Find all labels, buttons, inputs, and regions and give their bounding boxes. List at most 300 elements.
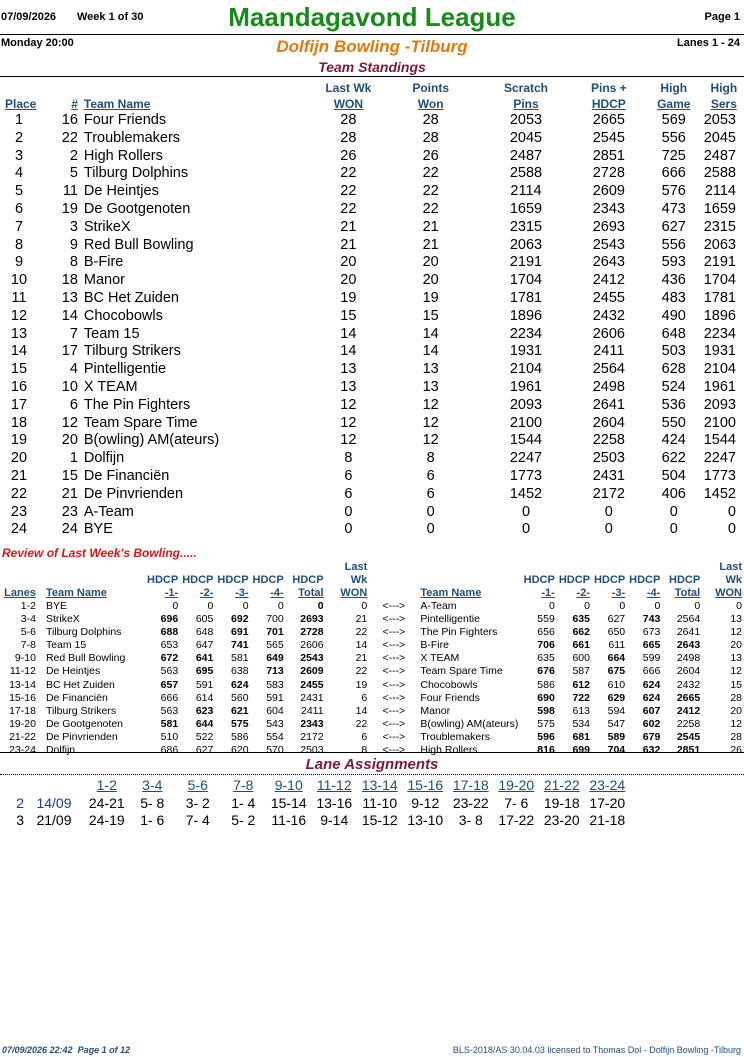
col-scratch-line1: Scratch <box>503 81 548 95</box>
col-hs-line1: High <box>710 81 738 95</box>
rv-hdcp-label: HDCP <box>523 574 555 586</box>
rv-score-cell: 688 <box>160 626 179 639</box>
standings-row <box>0 486 744 504</box>
lane-cell: 15-12 <box>361 812 398 828</box>
team-name-cell: BYE <box>83 521 113 538</box>
rv-score-cell: 563 <box>160 665 179 678</box>
high-series-cell: 1659 <box>703 200 736 217</box>
number-cell: 9 <box>69 236 78 253</box>
lane-cell: 5- 8 <box>140 795 165 811</box>
standings-header-row <box>0 80 744 112</box>
pins-hdcp-cell: 2411 <box>593 343 625 360</box>
rv-score-cell: 589 <box>607 730 626 743</box>
rv-won-cell: 0 <box>361 600 368 612</box>
rv-score-cell: 543 <box>266 717 284 730</box>
rv-score-cell: 586 <box>231 730 249 743</box>
rv-score-cell: 2665 <box>676 691 701 704</box>
standings-rule <box>0 76 744 77</box>
rv-score-cell: 581 <box>160 717 179 730</box>
rv-score-cell: 686 <box>160 744 179 757</box>
rv-score-cell: 679 <box>642 730 661 743</box>
scratch-pins-cell: 2114 <box>510 183 542 200</box>
rv-lastwk-label: Last Wk <box>344 561 368 586</box>
high-game-cell: 473 <box>661 200 686 217</box>
lane-cell: 17-20 <box>589 795 626 811</box>
standings-row <box>0 468 744 486</box>
high-series-cell: 0 <box>727 521 736 538</box>
lanes-range: Lanes 1 - 24 <box>677 37 740 49</box>
rv-won-label: WON <box>340 587 368 599</box>
place-cell: 9 <box>14 254 24 271</box>
points-won-cell: 12 <box>422 432 439 449</box>
rv-hdcp-label: HDCP <box>182 574 214 586</box>
high-series-cell: 2315 <box>703 218 736 235</box>
pins-hdcp-cell: 2851 <box>592 147 625 164</box>
scratch-pins-cell: 2100 <box>509 414 543 431</box>
lastwk-won-cell: 8 <box>344 450 353 467</box>
rv-g3-label: -3- <box>235 587 249 599</box>
rv-col2-g4 <box>627 561 662 600</box>
high-series-cell: 2053 <box>703 112 736 128</box>
col-high-game <box>644 80 704 112</box>
rv-score-cell: 2609 <box>300 665 324 678</box>
lastwk-won-cell: 14 <box>340 343 357 360</box>
lastwk-won-cell: 12 <box>340 432 357 449</box>
high-series-cell: 2063 <box>703 236 736 253</box>
standings-row <box>0 183 744 201</box>
place-cell: 5 <box>14 183 24 200</box>
rv-lanes-cell: 21-22 <box>9 730 36 743</box>
col-hg-line1: High <box>660 81 688 95</box>
review-row <box>0 705 744 718</box>
team-name-cell: Tilburg Strikers <box>83 343 181 360</box>
high-series-cell: 2234 <box>703 325 736 342</box>
lane-pair-header: 21-22 <box>543 777 580 793</box>
rv-team-cell: De Gootgenoten <box>45 717 123 730</box>
rv-score-cell: 604 <box>266 704 284 717</box>
rv-score-cell: 2543 <box>300 652 324 665</box>
high-series-cell: 1961 <box>703 378 736 395</box>
col-points-line2: Won <box>417 97 444 111</box>
number-cell: 14 <box>61 307 78 324</box>
lastwk-won-cell: 6 <box>344 467 353 484</box>
place-cell: 2 <box>14 129 24 146</box>
rv-score-cell: 650 <box>607 626 626 639</box>
review-row <box>0 679 744 692</box>
place-cell: 11 <box>11 289 27 306</box>
section-title-standings: Team Standings <box>318 59 426 75</box>
rv-score-cell: 623 <box>195 704 214 717</box>
pins-hdcp-cell: 2503 <box>592 450 625 467</box>
pins-hdcp-cell: 2643 <box>592 254 625 271</box>
rv-lanes-cell: 1-2 <box>20 600 36 612</box>
col-lastwk-won <box>313 80 383 112</box>
points-won-cell: 15 <box>422 307 439 324</box>
rv-team2-cell: B-Fire <box>420 639 449 652</box>
rv-won2-cell: 0 <box>736 600 742 612</box>
rv-score-cell: 2564 <box>676 613 701 626</box>
rv-team-cell: StrikeX <box>45 613 80 626</box>
rv-col-lanes <box>0 561 38 600</box>
high-game-cell: 666 <box>661 165 686 182</box>
rv-vs-arrow: <---> <box>382 652 406 665</box>
rv-team2-cell: Pintelligentie <box>420 613 480 626</box>
rv-g2-label: -2- <box>199 587 214 599</box>
rv-col2-g1 <box>522 561 557 600</box>
number-cell: 3 <box>69 218 78 235</box>
high-series-cell: 1781 <box>703 289 736 306</box>
rv-vs-arrow: <---> <box>382 639 406 652</box>
rv-score-cell: 0 <box>619 600 626 612</box>
rv-hdcp-label: HDCP <box>593 574 626 586</box>
rv-lanes-cell: 19-20 <box>9 717 36 730</box>
rv-score-cell: 681 <box>572 730 590 743</box>
lane-cell: 5- 2 <box>231 812 256 828</box>
standings-row <box>0 432 744 450</box>
rv-team-cell: De Financiën <box>45 691 108 704</box>
number-cell: 10 <box>61 378 78 395</box>
standings-row <box>0 254 744 272</box>
high-game-cell: 424 <box>661 432 686 449</box>
scratch-pins-cell: 1773 <box>509 467 543 484</box>
high-game-cell: 556 <box>661 236 686 253</box>
rv-lanes-cell: 13-14 <box>9 678 36 691</box>
scratch-pins-cell: 2487 <box>509 147 543 164</box>
points-won-cell: 6 <box>426 467 435 484</box>
rv-vs-arrow: <---> <box>382 626 406 639</box>
rv-score-cell: 2432 <box>676 678 701 691</box>
review-table <box>0 561 744 757</box>
lastwk-won-cell: 28 <box>340 112 357 128</box>
rv-g1-label: -1- <box>164 587 179 599</box>
rv-score-cell: 587 <box>572 665 590 678</box>
rv-won-cell: 19 <box>355 678 368 691</box>
high-game-cell: 556 <box>661 129 686 146</box>
rv-lanes-cell: 3-4 <box>20 613 36 626</box>
rv-score-cell: 656 <box>537 626 555 639</box>
high-game-cell: 436 <box>661 272 686 289</box>
col-pinsh-line1: Pins + <box>590 81 627 95</box>
day-time: Monday 20:00 <box>1 37 74 49</box>
rv-team-cell: Dolfijn <box>45 744 76 757</box>
lastwk-won-cell: 12 <box>340 396 357 413</box>
rv-won2-cell: 15 <box>730 678 742 691</box>
number-cell: 5 <box>69 165 78 182</box>
rv-score-cell: 648 <box>195 626 214 639</box>
footer-datetime <box>2 1045 130 1055</box>
rv-col2-total <box>662 561 702 600</box>
rv-won2-cell: 12 <box>730 717 742 730</box>
number-cell: 23 <box>61 503 78 520</box>
review-row <box>0 718 744 731</box>
place-cell: 1 <box>14 112 24 128</box>
high-game-cell: 725 <box>661 147 686 164</box>
col-high-series <box>704 80 744 112</box>
lastwk-won-cell: 19 <box>340 289 357 306</box>
points-won-cell: 20 <box>422 272 439 289</box>
rv-won-cell: 6 <box>361 691 368 704</box>
rv-won-cell: 22 <box>355 626 368 639</box>
lane-cell: 13-16 <box>316 795 353 811</box>
team-name-cell: Red Bull Bowling <box>83 236 194 253</box>
col-points-won <box>383 80 478 112</box>
rv-score-cell: 0 <box>694 600 701 612</box>
lane-pair-header: 9-10 <box>274 777 303 793</box>
rv-score-cell: 672 <box>160 652 179 665</box>
lastwk-won-cell: 13 <box>340 378 357 395</box>
rv-score-cell: 612 <box>572 678 590 691</box>
rv-vs-arrow: <---> <box>382 717 406 730</box>
rv-score-cell: 2604 <box>676 665 701 678</box>
number-cell: 8 <box>69 254 78 271</box>
col-lastwk-line1: Last Wk <box>325 81 372 95</box>
lane-pair-header: 17-18 <box>452 777 489 793</box>
scratch-pins-cell: 0 <box>521 521 531 538</box>
place-cell: 3 <box>14 147 24 164</box>
lastwk-won-cell: 20 <box>340 254 357 271</box>
review-header-row <box>0 561 744 600</box>
standings-row <box>0 148 744 166</box>
rv-hdcp-label: HDCP <box>558 574 590 586</box>
place-cell: 23 <box>10 503 28 520</box>
pins-hdcp-cell: 2693 <box>592 218 625 235</box>
week-indicator: Week 1 of 30 <box>77 11 144 23</box>
rv-won-cell: 8 <box>361 744 368 757</box>
lane-pair-header: 11-12 <box>316 777 352 793</box>
rv-lanes-cell: 7-8 <box>20 639 36 652</box>
standings-row <box>0 415 744 433</box>
rv-score-cell: 581 <box>231 652 249 665</box>
team-name-cell: Chocobowls <box>83 307 163 324</box>
rv-team2-cell: B(owling) AM(ateurs) <box>420 717 519 730</box>
number-cell: 7 <box>69 325 78 342</box>
rv-score-cell: 0 <box>548 600 555 612</box>
team-name-cell: StrikeX <box>83 218 131 235</box>
review-row <box>0 639 744 652</box>
lane-cell: 9-14 <box>320 812 349 828</box>
rv-lanes-cell: 9-10 <box>14 652 36 665</box>
scratch-pins-cell: 1961 <box>509 378 543 395</box>
rv-score-cell: 570 <box>266 744 284 757</box>
rv-score-cell: 2643 <box>676 639 701 652</box>
league-title: Maandagavond League <box>228 2 516 32</box>
pins-hdcp-cell: 2606 <box>592 325 625 342</box>
standings-row <box>0 290 744 308</box>
pins-hdcp-cell: 2498 <box>592 378 625 395</box>
rv-team-cell: BC Het Zuiden <box>45 678 115 691</box>
points-won-cell: 13 <box>422 361 439 378</box>
high-series-cell: 1452 <box>703 485 736 502</box>
lastwk-won-cell: 0 <box>344 503 353 520</box>
rv-won2-cell: 13 <box>730 652 742 665</box>
high-game-cell: 550 <box>661 414 686 431</box>
rv-score-cell: 701 <box>266 626 284 639</box>
rv-score-cell: 624 <box>642 691 661 704</box>
lastwk-won-cell: 0 <box>344 521 353 538</box>
rv-hdcp-label: HDCP <box>669 574 701 586</box>
rv-team2-cell: X TEAM <box>420 652 460 665</box>
rv-won2-cell: 12 <box>730 626 742 639</box>
col-points-line1: Points <box>412 81 450 95</box>
high-series-cell: 2191 <box>703 254 736 271</box>
standings-row <box>0 201 744 219</box>
rv-score-cell: 600 <box>572 652 590 665</box>
team-name-cell: X TEAM <box>83 378 138 395</box>
number-cell: 15 <box>61 467 78 484</box>
team-name-cell: De Gootgenoten <box>83 200 191 217</box>
high-series-cell: 1773 <box>703 467 736 484</box>
team-name-cell: Dolfijn <box>83 450 125 467</box>
rv-won-cell: 22 <box>355 665 368 678</box>
place-cell: 14 <box>10 343 28 360</box>
lastwk-won-cell: 15 <box>340 307 357 324</box>
col-hs-line2: Sers <box>710 97 737 111</box>
rv-won-cell: 22 <box>355 717 368 730</box>
rv-score-cell: 611 <box>608 639 626 652</box>
standings-row <box>0 272 744 290</box>
points-won-cell: 26 <box>422 147 439 164</box>
lane-cell: 23-22 <box>452 795 489 811</box>
team-name-cell: Troublemakers <box>83 129 181 146</box>
high-series-cell: 2100 <box>703 414 736 431</box>
lane-pair-header: 1-2 <box>96 777 117 793</box>
rv-score-cell: 2728 <box>300 626 324 639</box>
standings-row <box>0 504 744 522</box>
number-cell: 11 <box>62 183 78 200</box>
standings-body <box>0 112 744 539</box>
rv-score-cell: 664 <box>607 652 626 665</box>
number-cell: 13 <box>61 289 78 306</box>
number-cell: 24 <box>61 521 78 538</box>
col-pins-hdcp <box>574 80 644 112</box>
rv-score-cell: 534 <box>572 717 590 730</box>
rv-score-cell: 522 <box>195 730 214 743</box>
lane-week-row <box>0 795 630 812</box>
standings-row <box>0 219 744 237</box>
rv-col-g4 <box>251 561 286 600</box>
number-cell: 21 <box>61 485 78 502</box>
points-won-cell: 12 <box>422 396 439 413</box>
place-cell: 24 <box>10 521 28 538</box>
high-game-cell: 504 <box>661 467 686 484</box>
rv-score-cell: 661 <box>572 639 590 652</box>
points-won-cell: 20 <box>422 254 439 271</box>
place-cell: 6 <box>14 200 24 217</box>
high-game-cell: 483 <box>661 289 686 306</box>
team-name-cell: B-Fire <box>83 254 124 271</box>
team-name-cell: De Heintjes <box>83 183 159 200</box>
points-won-cell: 0 <box>426 521 435 538</box>
rv-lanes-cell: 17-18 <box>9 704 36 717</box>
review-row <box>0 692 744 705</box>
rv-team2-cell: Troublemakers <box>420 730 491 743</box>
rv-score-cell: 510 <box>160 730 179 743</box>
team-name-cell: Four Friends <box>83 112 167 128</box>
lane-cell: 7- 4 <box>185 812 210 828</box>
lane-cell: 23-20 <box>543 812 580 828</box>
number-cell: 6 <box>69 396 78 413</box>
high-series-cell: 2045 <box>703 129 736 146</box>
team-name-cell: Tilburg Dolphins <box>83 165 189 182</box>
rv-score-cell: 565 <box>266 639 284 652</box>
rv-score-cell: 675 <box>607 665 626 678</box>
rv-score-cell: 638 <box>231 665 249 678</box>
col-lastwk-line2: WON <box>333 97 364 111</box>
rv-g4-label: -4- <box>270 587 284 599</box>
high-game-cell: 524 <box>661 378 686 395</box>
rv-hdcp-label: HDCP <box>217 574 249 586</box>
rv-vs-arrow: <---> <box>382 691 406 704</box>
lastwk-won-cell: 13 <box>340 361 357 378</box>
pins-hdcp-cell: 2432 <box>592 307 625 324</box>
number-cell: 17 <box>61 343 78 360</box>
rv-score-cell: 676 <box>537 665 555 678</box>
lane-pair-header: 19-20 <box>498 777 535 793</box>
rv-score-cell: 2851 <box>676 744 701 757</box>
pins-hdcp-cell: 2258 <box>592 432 625 449</box>
high-game-cell: 0 <box>669 521 678 538</box>
points-won-cell: 19 <box>422 289 439 306</box>
rv-won-cell: 21 <box>355 652 368 665</box>
rv-score-cell: 554 <box>266 730 284 743</box>
scratch-pins-cell: 2247 <box>509 450 543 467</box>
review-row <box>0 652 744 665</box>
rv-score-cell: 599 <box>642 652 661 665</box>
points-won-cell: 22 <box>422 200 439 217</box>
review-body <box>0 600 744 757</box>
rv-team2-cell: A-Team <box>420 600 457 612</box>
rv-score-cell: 641 <box>195 652 214 665</box>
points-won-cell: 28 <box>422 112 439 128</box>
rv-col2-won <box>702 561 744 600</box>
high-series-cell: 2588 <box>703 165 736 182</box>
pins-hdcp-cell: 2604 <box>592 414 625 431</box>
lane-assignments-body <box>0 795 630 829</box>
rv-score-cell: 0 <box>584 600 590 612</box>
team-name-cell: Team Spare Time <box>83 414 198 431</box>
rv-score-cell: 649 <box>266 652 284 665</box>
rv-score-cell: 673 <box>642 626 661 639</box>
lane-pair-header: 5-6 <box>187 777 208 793</box>
report-date: 07/09/2026 <box>1 11 57 23</box>
rv-score-cell: 547 <box>607 717 626 730</box>
lane-cell: 7- 6 <box>504 795 529 811</box>
pins-hdcp-cell: 0 <box>604 503 613 520</box>
points-won-cell: 14 <box>422 325 439 342</box>
rv-score-cell: 0 <box>277 600 284 612</box>
pins-hdcp-cell: 2172 <box>592 485 625 502</box>
rv-score-cell: 575 <box>231 717 249 730</box>
rv-won-cell: 14 <box>355 704 368 717</box>
rv-score-cell: 610 <box>607 678 626 691</box>
lane-pair-header: 23-24 <box>589 777 626 793</box>
lane-pair-header: 3-4 <box>142 777 163 793</box>
lane-week-col <box>0 776 24 795</box>
pins-hdcp-cell: 2564 <box>592 361 625 378</box>
page-indicator: Page 1 <box>704 11 740 23</box>
points-won-cell: 28 <box>422 129 439 146</box>
col-scratch-line2: Pins <box>513 97 539 111</box>
rv-score-cell: 699 <box>572 744 590 757</box>
rv-won2-cell: 13 <box>730 613 742 626</box>
standings-row <box>0 165 744 183</box>
rv-vs-arrow: <---> <box>382 730 406 743</box>
high-series-cell: 2093 <box>703 396 736 413</box>
lane-cell: 1- 6 <box>140 812 165 828</box>
points-won-cell: 6 <box>426 485 435 502</box>
review-row <box>0 731 744 744</box>
rv-lanes-cell: 15-16 <box>9 691 36 704</box>
